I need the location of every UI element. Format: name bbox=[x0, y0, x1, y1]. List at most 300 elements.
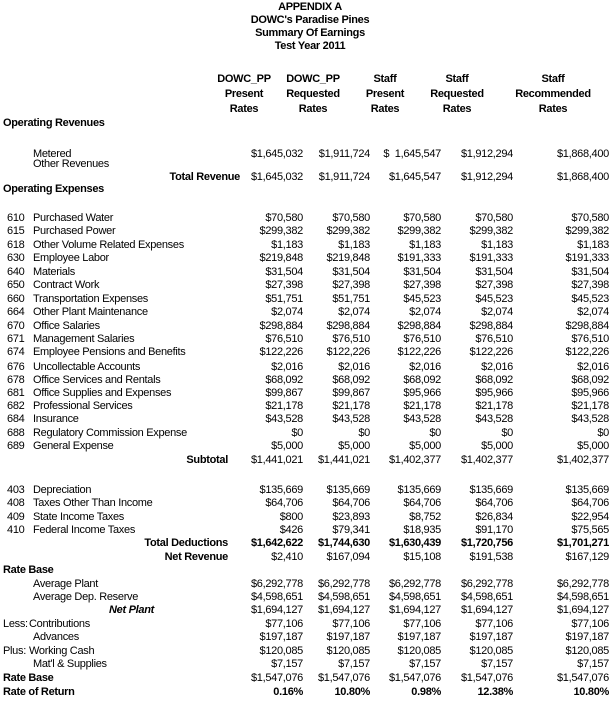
table-row bbox=[0, 551, 615, 564]
account-code: 688 bbox=[7, 427, 25, 439]
cell-value: $1,868,400 bbox=[556, 171, 609, 183]
cell-value: $43,528 bbox=[403, 413, 441, 425]
row-label: Employee Labor bbox=[33, 252, 109, 264]
cell-value: $70,580 bbox=[571, 212, 609, 224]
cell-value: $2,016 bbox=[577, 361, 609, 373]
cell-value: $2,074 bbox=[338, 306, 370, 318]
cell-value: $1,183 bbox=[409, 239, 441, 251]
table-row bbox=[0, 346, 615, 359]
cell-value: $167,129 bbox=[565, 551, 609, 563]
cell-value: $298,884 bbox=[397, 320, 441, 332]
account-code: Less: bbox=[3, 618, 28, 630]
cell-value: 12.38% bbox=[477, 686, 513, 698]
company-name: DOWC's Paradise Pines bbox=[250, 14, 370, 26]
cell-value: $77,106 bbox=[475, 618, 513, 630]
account-code: 664 bbox=[7, 306, 25, 318]
table-row bbox=[0, 604, 615, 617]
cell-value: $135,669 bbox=[397, 484, 441, 496]
table-row bbox=[0, 658, 615, 671]
account-code: 681 bbox=[7, 387, 25, 399]
cell-value: $197,187 bbox=[397, 631, 441, 643]
cell-value: $1,694,127 bbox=[317, 604, 370, 616]
cell-value: $6,292,778 bbox=[388, 578, 441, 590]
cell-value: $76,510 bbox=[403, 333, 441, 345]
account-code: 409 bbox=[7, 511, 25, 523]
cell-value: $167,094 bbox=[326, 551, 370, 563]
cell-value: $1,868,400 bbox=[556, 148, 609, 160]
cell-value: $76,510 bbox=[265, 333, 303, 345]
cell-value: $2,074 bbox=[577, 306, 609, 318]
row-label: General Expense bbox=[33, 440, 114, 452]
cell-value: $27,398 bbox=[403, 279, 441, 291]
cell-value: $122,226 bbox=[469, 346, 513, 358]
cell-value: $77,106 bbox=[265, 618, 303, 630]
cell-value: $7,157 bbox=[577, 658, 609, 670]
table-row bbox=[0, 591, 615, 604]
cell-value: $1,547,076 bbox=[250, 672, 303, 684]
account-code: 671 bbox=[7, 333, 25, 345]
cell-value: $120,085 bbox=[469, 645, 513, 657]
cell-value: $7,157 bbox=[481, 658, 513, 670]
table-row bbox=[0, 400, 615, 413]
cell-value: $ 1,645,547 bbox=[383, 148, 441, 160]
cell-value: 10.80% bbox=[573, 686, 609, 698]
account-code: 684 bbox=[7, 413, 25, 425]
column-header-3 bbox=[412, 72, 502, 117]
cell-value: $0 bbox=[429, 427, 441, 439]
cell-value: $2,016 bbox=[481, 361, 513, 373]
cell-value: $7,157 bbox=[271, 658, 303, 670]
account-code: 403 bbox=[7, 484, 25, 496]
row-label: Transportation Expenses bbox=[33, 293, 148, 305]
account-code: Plus: bbox=[3, 645, 26, 657]
row-label: Federal Income Taxes bbox=[33, 524, 136, 536]
row-label: Other Plant Maintenance bbox=[33, 306, 148, 318]
cell-value: $4,598,651 bbox=[250, 591, 303, 603]
cell-value: $26,834 bbox=[475, 511, 513, 523]
cell-value: $1,645,547 bbox=[388, 171, 441, 183]
column-header-line: Rates bbox=[298, 103, 328, 115]
account-code: 676 bbox=[7, 361, 25, 373]
cell-value: $64,706 bbox=[475, 497, 513, 509]
cell-value: $68,092 bbox=[265, 374, 303, 386]
row-label: Subtotal bbox=[186, 454, 228, 466]
account-code: 650 bbox=[7, 279, 25, 291]
table-row bbox=[0, 631, 615, 644]
row-label: Metered bbox=[33, 148, 72, 160]
cell-value: $31,504 bbox=[571, 266, 609, 278]
row-label: Taxes Other Than Income bbox=[33, 497, 153, 509]
section-heading: Operating Expenses bbox=[3, 183, 104, 195]
cell-value: $1,547,076 bbox=[556, 672, 609, 684]
cell-value: $0 bbox=[597, 427, 609, 439]
cell-value: $64,706 bbox=[403, 497, 441, 509]
table-row bbox=[0, 333, 615, 346]
cell-value: $299,382 bbox=[259, 225, 303, 237]
cell-value: $1,547,076 bbox=[460, 672, 513, 684]
cell-value: $2,016 bbox=[338, 361, 370, 373]
cell-value: $120,085 bbox=[326, 645, 370, 657]
table-row bbox=[0, 578, 615, 591]
cell-value: 0.16% bbox=[273, 686, 303, 698]
cell-value: $1,694,127 bbox=[556, 604, 609, 616]
cell-value: $1,183 bbox=[271, 239, 303, 251]
cell-value: $299,382 bbox=[397, 225, 441, 237]
cell-value: $43,528 bbox=[332, 413, 370, 425]
cell-value: $21,178 bbox=[571, 400, 609, 412]
row-label: Rate of Return bbox=[3, 686, 75, 698]
row-label: Office Supplies and Expenses bbox=[33, 387, 172, 399]
cell-value: $21,178 bbox=[475, 400, 513, 412]
test-year: Test Year 2011 bbox=[274, 40, 346, 52]
cell-value: $21,178 bbox=[403, 400, 441, 412]
cell-value: $70,580 bbox=[332, 212, 370, 224]
column-header-line: Present bbox=[365, 88, 405, 100]
cell-value: $1,630,439 bbox=[388, 537, 441, 549]
cell-value: $1,402,377 bbox=[460, 454, 513, 466]
cell-value: $75,565 bbox=[571, 524, 609, 536]
cell-value: $1,183 bbox=[338, 239, 370, 251]
table-row bbox=[0, 374, 615, 387]
cell-value: $122,226 bbox=[397, 346, 441, 358]
cell-value: $191,333 bbox=[469, 252, 513, 264]
cell-value: $191,333 bbox=[397, 252, 441, 264]
cell-value: $77,106 bbox=[403, 618, 441, 630]
cell-value: $68,092 bbox=[475, 374, 513, 386]
cell-value: $4,598,651 bbox=[317, 591, 370, 603]
cell-value: $31,504 bbox=[265, 266, 303, 278]
section-heading: Operating Revenues bbox=[3, 117, 105, 129]
cell-value: $27,398 bbox=[475, 279, 513, 291]
row-label: Working Cash bbox=[29, 645, 95, 657]
cell-value: $95,966 bbox=[403, 387, 441, 399]
cell-value: $95,966 bbox=[475, 387, 513, 399]
table-row bbox=[0, 320, 615, 333]
column-header-line: Staff bbox=[373, 73, 397, 85]
column-header-line: Present bbox=[224, 88, 264, 100]
section-heading: Rate Base bbox=[3, 564, 54, 576]
cell-value: $122,226 bbox=[259, 346, 303, 358]
cell-value: $5,000 bbox=[338, 440, 370, 452]
table-row bbox=[0, 511, 615, 524]
cell-value: $2,410 bbox=[271, 551, 303, 563]
cell-value: $135,669 bbox=[565, 484, 609, 496]
cell-value: $31,504 bbox=[403, 266, 441, 278]
row-label: Advances bbox=[33, 631, 79, 643]
cell-value: $6,292,778 bbox=[556, 578, 609, 590]
cell-value: $76,510 bbox=[475, 333, 513, 345]
cell-value: $1,744,630 bbox=[317, 537, 370, 549]
cell-value: $45,523 bbox=[571, 293, 609, 305]
column-header-line: Rates bbox=[370, 103, 400, 115]
row-label: Contributions bbox=[29, 618, 90, 630]
cell-value: $79,341 bbox=[332, 524, 370, 536]
cell-value: 10.80% bbox=[334, 686, 370, 698]
cell-value: $1,911,724 bbox=[318, 171, 370, 183]
cell-value: $77,106 bbox=[571, 618, 609, 630]
cell-value: $1,402,377 bbox=[556, 454, 609, 466]
cell-value: $120,085 bbox=[259, 645, 303, 657]
cell-value: $76,510 bbox=[332, 333, 370, 345]
row-label: Average Plant bbox=[33, 578, 99, 590]
cell-value: $1,701,271 bbox=[556, 537, 609, 549]
table-row bbox=[0, 537, 615, 550]
cell-value: $1,183 bbox=[577, 239, 609, 251]
table-row bbox=[0, 618, 615, 631]
cell-value: $0 bbox=[358, 427, 370, 439]
cell-value: $1,642,622 bbox=[250, 537, 303, 549]
cell-value: $426 bbox=[279, 524, 303, 536]
cell-value: $191,333 bbox=[565, 252, 609, 264]
cell-value: $5,000 bbox=[409, 440, 441, 452]
cell-value: $0 bbox=[291, 427, 303, 439]
cell-value: $1,645,032 bbox=[250, 171, 303, 183]
cell-value: $68,092 bbox=[332, 374, 370, 386]
cell-value: $5,000 bbox=[271, 440, 303, 452]
cell-value: $1,694,127 bbox=[250, 604, 303, 616]
row-label: Professional Services bbox=[33, 400, 133, 412]
table-row bbox=[0, 171, 615, 184]
cell-value: $99,867 bbox=[265, 387, 303, 399]
column-header-line: Requested bbox=[430, 88, 484, 100]
cell-value: $1,694,127 bbox=[460, 604, 513, 616]
cell-value: $6,292,778 bbox=[250, 578, 303, 590]
cell-value: $298,884 bbox=[326, 320, 370, 332]
cell-value: $1,183 bbox=[481, 239, 513, 251]
cell-value: $197,187 bbox=[565, 631, 609, 643]
cell-value: $2,016 bbox=[271, 361, 303, 373]
cell-value: $299,382 bbox=[565, 225, 609, 237]
cell-value: $21,178 bbox=[332, 400, 370, 412]
cell-value: $45,523 bbox=[403, 293, 441, 305]
row-label: Office Services and Rentals bbox=[33, 374, 161, 386]
cell-value: $191,538 bbox=[469, 551, 513, 563]
column-header-line: Staff bbox=[541, 73, 565, 85]
account-code: 678 bbox=[7, 374, 25, 386]
cell-value: $7,157 bbox=[338, 658, 370, 670]
cell-value: $1,694,127 bbox=[388, 604, 441, 616]
cell-value: $219,848 bbox=[326, 252, 370, 264]
column-header-line: DOWC_PP bbox=[286, 73, 340, 85]
cell-value: $5,000 bbox=[481, 440, 513, 452]
table-row bbox=[0, 293, 615, 306]
row-label: Mat'l & Supplies bbox=[33, 658, 107, 670]
cell-value: $2,016 bbox=[409, 361, 441, 373]
table-row bbox=[0, 266, 615, 279]
cell-value: $27,398 bbox=[265, 279, 303, 291]
table-row bbox=[0, 484, 615, 497]
column-header-line: DOWC_PP bbox=[217, 73, 271, 85]
row-label: Net Revenue bbox=[164, 551, 228, 563]
table-row bbox=[0, 413, 615, 426]
row-label: Total Revenue bbox=[169, 171, 240, 183]
cell-value: $70,580 bbox=[265, 212, 303, 224]
cell-value: $2,074 bbox=[481, 306, 513, 318]
table-row bbox=[0, 497, 615, 510]
cell-value: $298,884 bbox=[259, 320, 303, 332]
cell-value: $4,598,651 bbox=[388, 591, 441, 603]
row-label: Office Salaries bbox=[33, 320, 100, 332]
cell-value: $31,504 bbox=[332, 266, 370, 278]
cell-value: $219,848 bbox=[259, 252, 303, 264]
table-row bbox=[0, 672, 615, 685]
cell-value: $21,178 bbox=[265, 400, 303, 412]
account-code: 408 bbox=[7, 497, 25, 509]
cell-value: $1,911,724 bbox=[318, 148, 370, 160]
cell-value: $70,580 bbox=[475, 212, 513, 224]
cell-value: $1,402,377 bbox=[388, 454, 441, 466]
cell-value: $1,441,021 bbox=[250, 454, 303, 466]
account-code: 682 bbox=[7, 400, 25, 412]
column-header-line: Staff bbox=[445, 73, 469, 85]
row-label: Other Revenues bbox=[33, 158, 109, 170]
cell-value: $15,108 bbox=[403, 551, 441, 563]
column-header-line: Requested bbox=[286, 88, 340, 100]
cell-value: $22,954 bbox=[571, 511, 609, 523]
cell-value: $197,187 bbox=[326, 631, 370, 643]
account-code: 640 bbox=[7, 266, 25, 278]
cell-value: $1,547,076 bbox=[317, 672, 370, 684]
table-row bbox=[0, 158, 615, 171]
cell-value: $120,085 bbox=[565, 645, 609, 657]
cell-value: $43,528 bbox=[571, 413, 609, 425]
row-label: Depreciation bbox=[33, 484, 92, 496]
cell-value: $122,226 bbox=[565, 346, 609, 358]
cell-value: $298,884 bbox=[565, 320, 609, 332]
cell-value: $122,226 bbox=[326, 346, 370, 358]
column-header-line: Rates bbox=[229, 103, 259, 115]
table-row bbox=[0, 524, 615, 537]
cell-value: $135,669 bbox=[469, 484, 513, 496]
cell-value: $2,074 bbox=[409, 306, 441, 318]
cell-value: $299,382 bbox=[469, 225, 513, 237]
table-row bbox=[0, 454, 615, 467]
cell-value: $1,912,294 bbox=[460, 171, 513, 183]
row-label: Rate Base bbox=[3, 672, 54, 684]
column-header-line: Recommended bbox=[515, 88, 591, 100]
account-code: 660 bbox=[7, 293, 25, 305]
table-row bbox=[0, 440, 615, 453]
cell-value: $68,092 bbox=[571, 374, 609, 386]
column-header-line: Rates bbox=[538, 103, 568, 115]
cell-value: $43,528 bbox=[475, 413, 513, 425]
cell-value: $5,000 bbox=[577, 440, 609, 452]
cell-value: $1,720,756 bbox=[460, 537, 513, 549]
cell-value: $77,106 bbox=[332, 618, 370, 630]
cell-value: $4,598,651 bbox=[460, 591, 513, 603]
cell-value: $6,292,778 bbox=[460, 578, 513, 590]
table-row bbox=[0, 387, 615, 400]
cell-value: $27,398 bbox=[332, 279, 370, 291]
cell-value: 0.98% bbox=[411, 686, 441, 698]
account-code: 674 bbox=[7, 346, 25, 358]
cell-value: $7,157 bbox=[409, 658, 441, 670]
cell-value: $2,074 bbox=[271, 306, 303, 318]
account-code: 615 bbox=[7, 225, 25, 237]
row-label: Regulatory Commission Expense bbox=[33, 427, 187, 439]
cell-value: $27,398 bbox=[571, 279, 609, 291]
cell-value: $4,598,651 bbox=[556, 591, 609, 603]
row-label: Other Volume Related Expenses bbox=[33, 239, 184, 251]
cell-value: $135,669 bbox=[326, 484, 370, 496]
cell-value: $68,092 bbox=[403, 374, 441, 386]
row-label: Purchased Water bbox=[33, 212, 114, 224]
cell-value: $45,523 bbox=[475, 293, 513, 305]
cell-value: $64,706 bbox=[571, 497, 609, 509]
cell-value: $18,935 bbox=[403, 524, 441, 536]
table-row bbox=[0, 279, 615, 292]
row-label: Purchased Power bbox=[33, 225, 116, 237]
column-header-4 bbox=[508, 72, 598, 117]
cell-value: $91,170 bbox=[475, 524, 513, 536]
cell-value: $64,706 bbox=[332, 497, 370, 509]
row-label: State Income Taxes bbox=[33, 511, 125, 523]
cell-value: $197,187 bbox=[469, 631, 513, 643]
table-row bbox=[0, 306, 615, 319]
report-title: Summary Of Earnings bbox=[255, 27, 365, 39]
cell-value: $135,669 bbox=[259, 484, 303, 496]
cell-value: $31,504 bbox=[475, 266, 513, 278]
cell-value: $23,893 bbox=[332, 511, 370, 523]
cell-value: $8,752 bbox=[409, 511, 441, 523]
cell-value: $95,966 bbox=[571, 387, 609, 399]
appendix-title: APPENDIX A bbox=[278, 1, 342, 13]
cell-value: $51,751 bbox=[265, 293, 303, 305]
account-code: 630 bbox=[7, 252, 25, 264]
cell-value: $70,580 bbox=[403, 212, 441, 224]
column-header-line: Rates bbox=[442, 103, 472, 115]
table-row bbox=[0, 239, 615, 252]
account-code: 610 bbox=[7, 212, 25, 224]
cell-value: $1,645,032 bbox=[250, 148, 303, 160]
row-label: Uncollectable Accounts bbox=[33, 361, 141, 373]
row-label: Employee Pensions and Benefits bbox=[33, 346, 186, 358]
cell-value: $64,706 bbox=[265, 497, 303, 509]
row-label: Average Dep. Reserve bbox=[33, 591, 139, 603]
cell-value: $298,884 bbox=[469, 320, 513, 332]
cell-value: $299,382 bbox=[326, 225, 370, 237]
account-code: 689 bbox=[7, 440, 25, 452]
account-code: 670 bbox=[7, 320, 25, 332]
row-label: Contract Work bbox=[33, 279, 100, 291]
cell-value: $6,292,778 bbox=[317, 578, 370, 590]
row-label: Management Salaries bbox=[33, 333, 135, 345]
cell-value: $76,510 bbox=[571, 333, 609, 345]
cell-value: $1,441,021 bbox=[317, 454, 370, 466]
table-row bbox=[0, 686, 615, 699]
cell-value: $1,912,294 bbox=[460, 148, 513, 160]
table-row bbox=[0, 427, 615, 440]
cell-value: $1,547,076 bbox=[388, 672, 441, 684]
table-row bbox=[0, 361, 615, 374]
cell-value: $800 bbox=[279, 511, 303, 523]
cell-value: $197,187 bbox=[259, 631, 303, 643]
row-label: Net Plant bbox=[109, 604, 154, 616]
cell-value: $120,085 bbox=[397, 645, 441, 657]
table-row bbox=[0, 645, 615, 658]
cell-value: $43,528 bbox=[265, 413, 303, 425]
table-row bbox=[0, 225, 615, 238]
table-row bbox=[0, 212, 615, 225]
table-row bbox=[0, 252, 615, 265]
row-label: Total Deductions bbox=[144, 537, 228, 549]
cell-value: $99,867 bbox=[332, 387, 370, 399]
cell-value: $51,751 bbox=[332, 293, 370, 305]
cell-value: $0 bbox=[501, 427, 513, 439]
account-code: 618 bbox=[7, 239, 25, 251]
row-label: Materials bbox=[33, 266, 75, 278]
row-label: Insurance bbox=[33, 413, 79, 425]
